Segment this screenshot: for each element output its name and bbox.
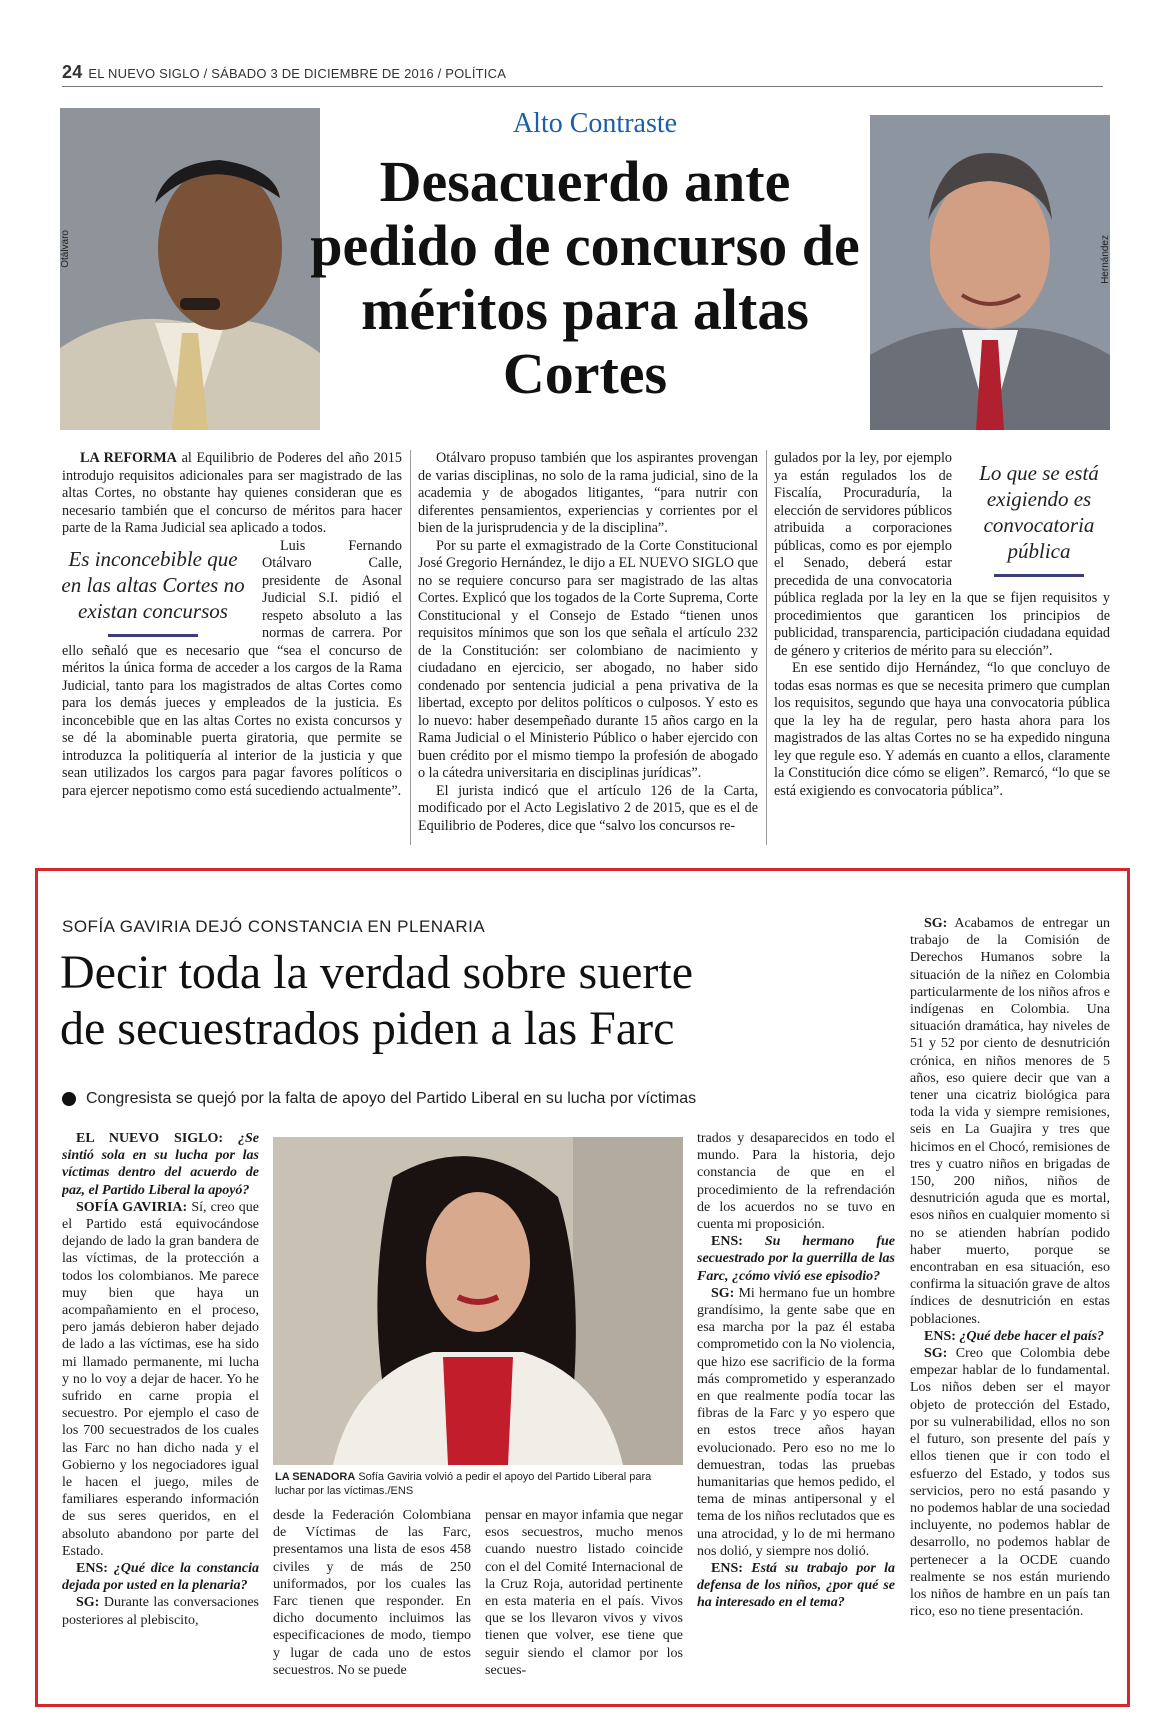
lead-in: LA REFORMA xyxy=(80,450,177,466)
photo-right-credit: Hernández xyxy=(1100,235,1111,284)
story2-col2: desde la Federación Colombiana de Víctimas de las Farc, presentamos una lista de esos 458 civiles y de más de 250 uniformados, por los cuales las Farc tienen que responder. En dicho documento incluimos las especificaciones de modo, tiempo y lugar de cada uno de estos secuestros. No se puede xyxy=(273,1508,471,1678)
pull-quote-1: Es inconcebible que en las altas Cortes no existan concursos xyxy=(61,546,245,623)
qa-block: ENS: Está su trabajo por la defensa de los niños, ¿por qué se ha interesado en el tema? xyxy=(697,1561,895,1611)
story2-col4 xyxy=(697,1130,895,1690)
pull-quote-rule xyxy=(994,574,1084,577)
photo-caption: LA SENADORA Sofía Gaviria volvió a pedir el apoyo del Partido Liberal para luchar por las víctimas./ENS xyxy=(275,1471,652,1497)
qa-block: SG: Durante las conversaciones posteriores al plebiscito, xyxy=(62,1595,259,1628)
col-divider xyxy=(766,450,767,845)
story2-kicker: SOFÍA GAVIRIA DEJÓ CONSTANCIA EN PLENARIA xyxy=(62,917,486,936)
story1-col3-p1: gulados por la ley, por ejemplo ya están regulados los de Fiscalía, Procuraduría, la elección de servidores públicos atribuida a corporaciones públicas, como es por ejemplo el Senado, deberá estar precedida de una convocatoria pública reglada por la ley en la que se fijen requisitos y procedimientos que garanticen los principios de publicidad, transparencia, participación ciudadana equidad de género y criterios de mérito para su elección”. xyxy=(774,450,1110,659)
page-number: 24 xyxy=(62,62,83,82)
qa-block: ENS: ¿Qué debe hacer el país? xyxy=(924,1328,1105,1344)
photo-otalvaro xyxy=(60,108,320,430)
senator-illustration xyxy=(273,1137,683,1465)
story1-col2-p1: Otálvaro propuso también que los aspirantes provengan de varias disciplinas, no solo de la rama judicial, sino de la academia y de abogados litigantes, “para nutrir con diferentes pensamientos, experiencias y corrientes por el bien de la jurisprudencia y de la disciplina”. xyxy=(418,450,758,536)
pull-quote-2: Lo que se está exigiendo es convocatoria pública xyxy=(979,461,1099,563)
portrait-illustration-2 xyxy=(870,115,1110,430)
page-folio xyxy=(62,62,506,83)
photo-sofia-gaviria xyxy=(273,1137,683,1465)
story2-col1 xyxy=(62,1130,259,1690)
story2-headline xyxy=(60,945,900,1057)
folio-line: EL NUEVO SIGLO / SÁBADO 3 DE DICIEMBRE DE 2016 / POLÍTICA xyxy=(88,66,507,81)
pull-quote-rule xyxy=(108,634,198,637)
pull-quote-2-box xyxy=(964,460,1114,577)
story1-col2 xyxy=(418,450,758,850)
qa-block: EL NUEVO SIGLO: ¿Se sintió sola en su lucha por las víctimas dentro del acuerdo de paz, el Partido Liberal la apoyó? xyxy=(62,1131,259,1198)
story1-col2-p3: El jurista indicó que el artículo 126 de la Carta, modificado por el Acto Legislativo 2 de 2015, que es el de Equilibrio de Poderes, dice que “salvo los concursos re- xyxy=(418,782,758,834)
story2-dek: Congresista se quejó por la falta de apoyo del Partido Liberal en su lucha por víctimas xyxy=(62,1090,902,1108)
bullet-icon xyxy=(62,1092,76,1106)
story1-col2-p2: Por su parte el exmagistrado de la Corte Constitucional José Gregorio Hernández, le dijo a EL NUEVO SIGLO que no se requiere concurso para ser magistrado de las altas Cortes. Explicó que los togados de la Corte Suprema, Corte Constitucional y el Consejo de Estado “tienen unos requisitos mínimos que son los que señala el artículo 232 de la Constitución: ser colombiano de nacimiento y ciudadano en ejercicio, ser abogado, no haber sido condenado por sentencia judicial a pena privativa de la libertad, excepto por delitos políticos o culposos. Y esto es lo nuevo: haber desempeñado durante 15 años cargo en la Rama Judicial o el Ministerio Público o haber ejercido con buen crédito por el mismo tiempo la profesión de abogado o la cátedra universitaria en disciplinas jurídicas”. xyxy=(418,537,758,781)
qa-block: SG: Mi hermano fue un hombre grandísimo, la gente sabe que en esa marcha por la paz él estaba comprometido con la No violencia, que hizo ese sacrificio de la forma más comprometido y esperanzado en que realmente podía tocar las fibras de la Farc y yo espero que en estos trece años hayan evolucionado. Pero eso no me lo demuestran, todas las pruebas humanitarias que hemos pedido, el tema de minas antipersonal y el tema de los niños reclutados que es una atrocidad, y lo de mi hermano nos dolió, y siempre nos dolió. xyxy=(697,1285,895,1559)
photo-left-credit: Otálvaro xyxy=(60,230,71,268)
story1-col1 xyxy=(62,450,402,850)
story2-col3: pensar en mayor infamia que negar esos secuestros, mucho menos cuando nuestro listado coincide con el del Comité Internacional de la Cruz Roja, autoridad pertinente en esta materia en el país. Vivos que se los llevaron vivos y vivos tienen que volver, ese tiene que seguir siendo el clamor por los secues- xyxy=(485,1508,683,1678)
story1-col3-p2: En ese sentido dijo Hernández, “lo que concluyo de todas esas normas es que se necesita primero que cumplan los requisitos, segundo que haya una convocatoria pública que la ley ha de regular, pero hasta ahora para los magistrados de las altas Cortes no se ha expedido ninguna ley que regule eso. Y además en cuanto a ellos, claramente la Constitución dice cómo se eligen”. Remarcó, “lo que se está exigiendo es convocatoria pública”. xyxy=(774,660,1110,799)
story1-headline: Desacuerdo ante pedido de concurso de méritos para altas Cortes xyxy=(310,149,860,406)
qa-block: ENS: ¿Qué dice la constancia dejada por usted en la plenaria? xyxy=(62,1561,259,1594)
story2-col5 xyxy=(910,915,1110,1695)
pull-quote-1-box xyxy=(58,546,248,637)
qa-block: SG: Acabamos de entregar un trabajo de la Comisión de Derechos Humanos sobre la situación de la niñez en Colombia particularmente de los niños afros e indígenas en Colombia. Una situación dramática, hay niveles de 51 y 52 por ciento de desnutrición crónica, en niños menores de 5 años, eso quiere decir que van a tener una cicatriz biológica para toda la vida y siempre remisiones, seis en La Guajira y tres que hicimos en el Chocó, remisiones de tres y cuatro niños en brigadas de 150, 200 niños, niños de desnutrición aguda que es mortal, esos niños en cualquier momento si no se atienden habrían podido haber muerto, porque se encontraban en esa situación, eso confirma la situación grave de altos índices de desnutrición en estas poblaciones. xyxy=(910,916,1110,1327)
story2-headline-line1: Decir toda la verdad sobre suerte xyxy=(60,946,694,999)
qa-block: SOFÍA GAVIRIA: Sí, creo que el Partido está equivocándose dejando de lado la gran bandera de las víctimas, de la protección a todos los colombianos. Me parece muy bien que haya un acompañamiento en el proceso, pero jamás debieron haber dejado de lado a las víctimas, ese ha sido mi llamado permanente, mi lucha y no lo voy a dejar de hacer. Yo he sufrido en carne propia el secuestro. Por ejemplo el caso de los 700 secuestrados de los cuales las Farc no han dicho nada y el Gobierno y los negociadores igual le hacen el juego, miles de familiares esperando información de sus seres queridos, en el absoluto abandono por parte del Estado. xyxy=(62,1199,259,1559)
photo-hernandez xyxy=(870,115,1110,430)
portrait-illustration xyxy=(60,108,320,430)
qa-block: ENS: Su hermano fue secuestrado por la guerrilla de las Farc, ¿cómo vivió ese episodio? xyxy=(697,1234,895,1284)
story1-col3 xyxy=(774,450,1110,850)
story1-kicker: Alto Contraste xyxy=(512,108,678,139)
story2-headline-line2: de secuestrados piden a las Farc xyxy=(60,1002,675,1055)
col-divider xyxy=(410,450,411,845)
qa-block: SG: Creo que Colombia debe empezar hablar de lo fundamental. Los niños deben ser el mayor objeto de protección del Estado, por su vulnerabilidad, ellos no son el futuro, son presente del país y ellos tienen que ir con todo el esfuerzo del Estado, y todos sus servicios, pero no está pasando y no podemos hablar de una sociedad incluyente, no podemos hablar de desarrollo, no podemos hablar de pertenecer a la OCDE cuando realmente se nos están muriendo los niños de hambre en un país tan rico, eso no tiene presentación. xyxy=(910,1346,1110,1620)
qa-block: trados y desaparecidos en todo el mundo. Para la historia, dejo constancia de que en el procedimiento de la refrendación de los acuerdos no se tuvo en cuenta mi proposición. xyxy=(697,1131,895,1233)
story1-col1-p2: Luis Fernando Otálvaro Calle, presidente de Asonal Judicial S.I. pidió el respeto absoluto a las normas de carrera. Por ello señaló que es necesario que “sea el concurso de méritos la única forma de acceder a los cargos de la Rama Judicial, tanto para los magistrados de altas Cortes como para los demás jueces y empleados de la justicia. Es inconcebible que en las altas Cortes no exista concursos y se dé la abominable puerta giratoria, que permite se introduzca la politiquería al interior de la justicia y que sean utilizados los cargos para pagar favores políticos o para ejercer nepotismo como está sucediendo actualmente”. xyxy=(62,537,402,799)
story1-col1-p1: LA REFORMA al Equilibrio de Poderes del año 2015 introdujo requisitos adicionales para ser magistrado de las altas Cortes, no obstante hay quienes consideran que es necesario también que el concurso de méritos para hacer parte de la Rama Judicial sea aplicado a todos. xyxy=(62,450,402,536)
header-rule xyxy=(62,86,1103,87)
